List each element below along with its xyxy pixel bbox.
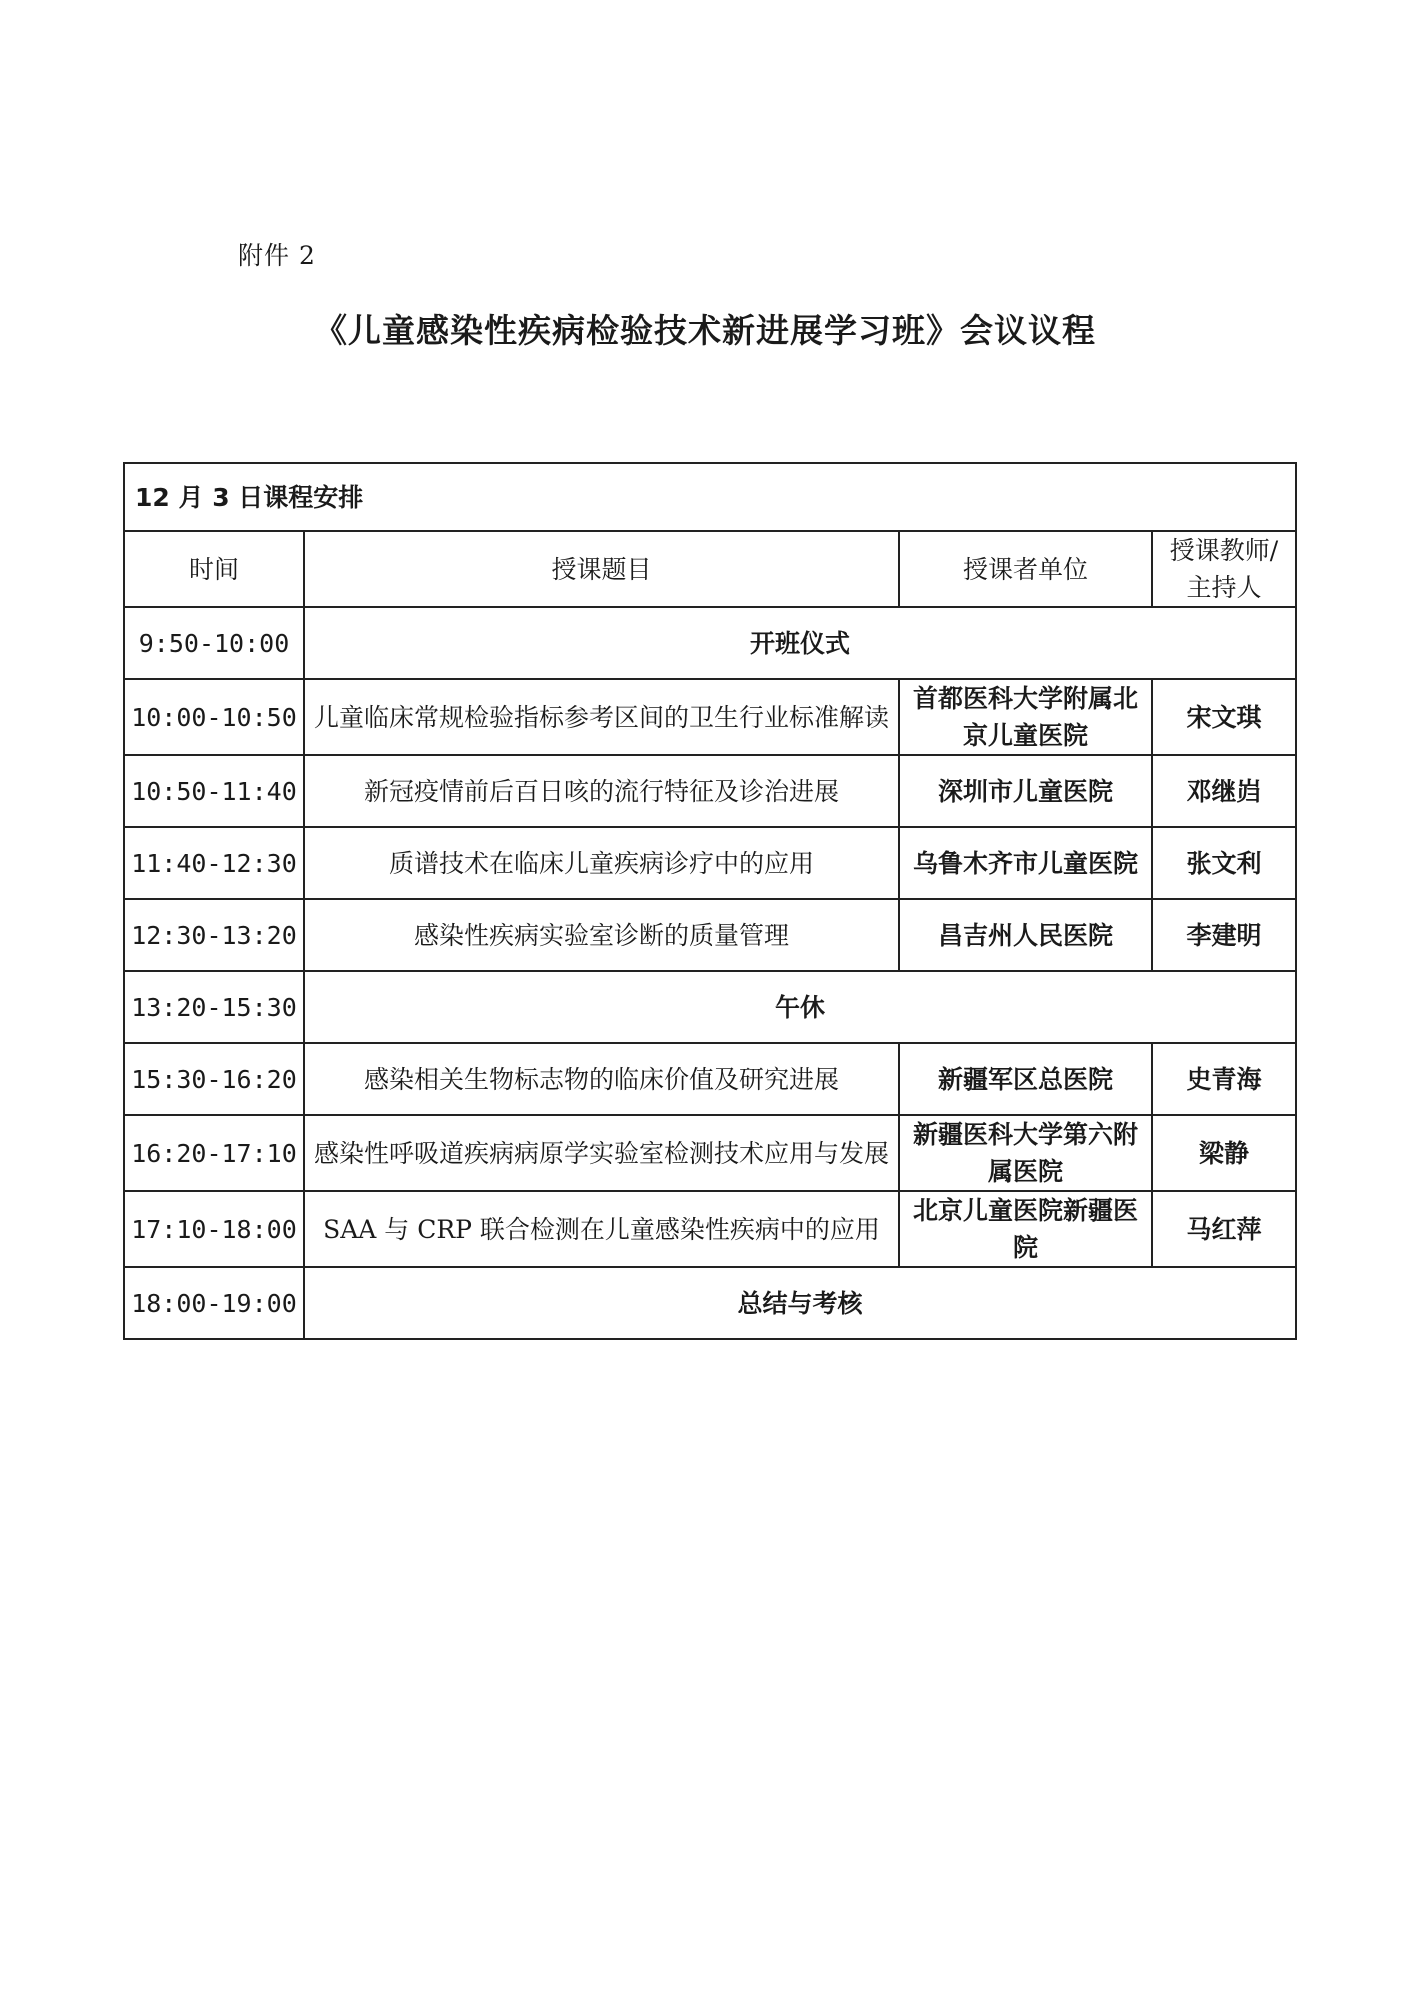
time-cell: 13:20-15:30: [124, 971, 304, 1043]
table-row: [124, 827, 1296, 899]
time-cell: 17:10-18:00: [124, 1191, 304, 1267]
lecturer-cell: 李建明: [1152, 899, 1296, 971]
time-cell: 15:30-16:20: [124, 1043, 304, 1115]
session-cell: 开班仪式: [304, 607, 1296, 679]
lecturer-cell: 马红萍: [1152, 1191, 1296, 1267]
table-row: [124, 1043, 1296, 1115]
topic-cell: 感染性呼吸道疾病病原学实验室检测技术应用与发展: [304, 1115, 899, 1191]
unit-cell: 乌鲁木齐市儿童医院: [899, 827, 1152, 899]
lecturer-cell: 梁静: [1152, 1115, 1296, 1191]
table-row: [124, 1115, 1296, 1191]
header-unit: 授课者单位: [899, 531, 1152, 607]
lecturer-cell: 史青海: [1152, 1043, 1296, 1115]
unit-cell: 新疆医科大学第六附属医院: [899, 1115, 1152, 1191]
time-cell: 18:00-19:00: [124, 1267, 304, 1339]
session-cell: 总结与考核: [304, 1267, 1296, 1339]
topic-cell: 感染性疾病实验室诊断的质量管理: [304, 899, 899, 971]
time-cell: 11:40-12:30: [124, 827, 304, 899]
lecturer-cell: 宋文琪: [1152, 679, 1296, 755]
unit-cell: 新疆军区总医院: [899, 1043, 1152, 1115]
topic-cell: SAA 与 CRP 联合检测在儿童感染性疾病中的应用: [304, 1191, 899, 1267]
attachment-label: 附件 2: [238, 241, 316, 270]
table-row: [124, 1267, 1296, 1339]
header-row: [124, 531, 1296, 607]
header-topic: 授课题目: [304, 531, 899, 607]
session-cell: 午休: [304, 971, 1296, 1043]
table-row: [124, 899, 1296, 971]
document-title: 《儿童感染性疾病检验技术新进展学习班》会议议程: [314, 311, 1096, 350]
time-cell: 16:20-17:10: [124, 1115, 304, 1191]
topic-cell: 新冠疫情前后百日咳的流行特征及诊治进展: [304, 755, 899, 827]
lecturer-cell: 张文利: [1152, 827, 1296, 899]
unit-cell: 首都医科大学附属北京儿童医院: [899, 679, 1152, 755]
unit-cell: 深圳市儿童医院: [899, 755, 1152, 827]
time-cell: 9:50-10:00: [124, 607, 304, 679]
unit-cell: 昌吉州人民医院: [899, 899, 1152, 971]
table-row: [124, 607, 1296, 679]
header-time: 时间: [124, 531, 304, 607]
table-row: [124, 971, 1296, 1043]
table-row: [124, 679, 1296, 755]
table-row: [124, 1191, 1296, 1267]
topic-cell: 质谱技术在临床儿童疾病诊疗中的应用: [304, 827, 899, 899]
time-cell: 10:50-11:40: [124, 755, 304, 827]
topic-cell: 感染相关生物标志物的临床价值及研究进展: [304, 1043, 899, 1115]
time-cell: 10:00-10:50: [124, 679, 304, 755]
lecturer-cell: 邓继岿: [1152, 755, 1296, 827]
header-lecturer: 授课教师/主持人: [1152, 531, 1296, 607]
schedule-table: [123, 462, 1297, 1340]
time-cell: 12:30-13:20: [124, 899, 304, 971]
topic-cell: 儿童临床常规检验指标参考区间的卫生行业标准解读: [304, 679, 899, 755]
table-row: [124, 755, 1296, 827]
unit-cell: 北京儿童医院新疆医院: [899, 1191, 1152, 1267]
day-title: 12 月 3 日课程安排: [124, 463, 1296, 531]
